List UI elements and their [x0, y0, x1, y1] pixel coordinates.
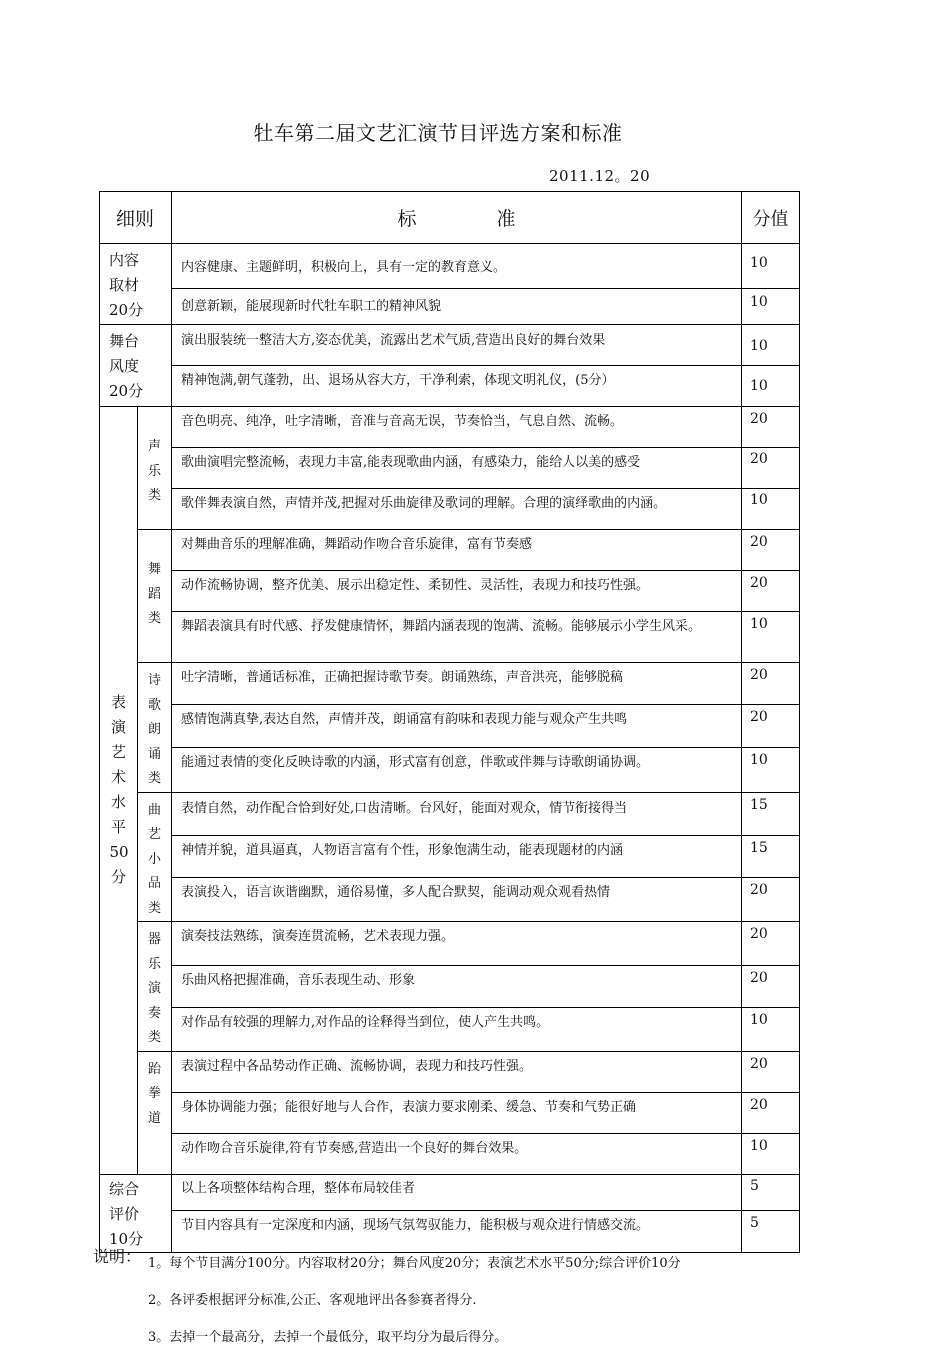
table-row — [100, 1051, 800, 1092]
criterion: 身体协调能力强；能很好地与人合作，表演力要求刚柔、缓急、节奏和气势正确 — [172, 1092, 742, 1133]
criterion: 表演投入，语言诙谐幽默，通俗易懂，多人配合默契，能调动观众观看热情 — [172, 878, 742, 922]
table-row — [100, 965, 800, 1007]
score-value: 10 — [742, 325, 800, 366]
score-value: 20 — [742, 448, 800, 489]
score-value: 10 — [742, 747, 800, 792]
score-value: 20 — [742, 530, 800, 571]
table-row — [100, 407, 800, 448]
score-value: 20 — [742, 407, 800, 448]
notes-label: 说明： — [93, 1247, 142, 1266]
criterion: 能通过表情的变化反映诗歌的内涵，形式富有创意，伴歌或伴舞与诗歌朗诵协调。 — [172, 747, 742, 792]
score-value: 10 — [742, 1133, 800, 1174]
table-row — [100, 289, 800, 325]
criterion: 节目内容具有一定深度和内涵，现场气氛驾驭能力，能积极与观众进行情感交流。 — [172, 1210, 742, 1252]
table-row — [100, 612, 800, 663]
note-item: 2。各评委根据评分标准,公正、客观地评出各参赛者得分. — [148, 1293, 477, 1308]
table-row — [100, 836, 800, 878]
table-row — [100, 747, 800, 792]
table-row — [100, 530, 800, 571]
criterion: 音色明亮、纯净，吐字清晰，音准与音高无误，节奏恰当，气息自然、流畅。 — [172, 407, 742, 448]
criterion: 吐字清晰，普通话标准，正确把握诗歌节奏。朗诵熟练，声音洪亮，能够脱稿 — [172, 663, 742, 705]
header-rule: 细则 — [100, 192, 172, 244]
score-value: 5 — [742, 1210, 800, 1252]
score-value: 20 — [742, 705, 800, 747]
score-value: 10 — [742, 612, 800, 663]
score-value: 20 — [742, 1051, 800, 1092]
score-value: 20 — [742, 878, 800, 922]
table-row — [100, 244, 800, 289]
category-content: 内容取材20分 — [100, 244, 172, 325]
note-item: 1。每个节目满分100分。内容取材20分；舞台风度20分；表演艺术水平50分;综合评价10分 — [148, 1256, 681, 1271]
table-header-row — [100, 192, 800, 244]
table-row — [100, 1133, 800, 1174]
table-row — [100, 792, 800, 836]
subcategory-dance: 舞蹈类 — [138, 530, 172, 663]
score-value: 20 — [742, 922, 800, 966]
table-row — [100, 1007, 800, 1051]
score-value: 10 — [742, 366, 800, 407]
score-value: 20 — [742, 663, 800, 705]
table-row — [100, 663, 800, 705]
category-overall: 综合评价10分 — [100, 1174, 172, 1252]
subcategory-taekwondo: 跆拳道 — [138, 1051, 172, 1174]
header-score: 分值 — [742, 192, 800, 244]
criteria-table — [99, 191, 800, 1253]
header-standard: 标 准 — [172, 192, 742, 244]
subcategory-vocal: 声乐类 — [138, 407, 172, 530]
score-value: 10 — [742, 244, 800, 289]
criterion: 内容健康、主题鲜明，积极向上，具有一定的教育意义。 — [172, 244, 742, 289]
criterion: 表情自然，动作配合恰到好处,口齿清晰。台风好，能面对观众，情节衔接得当 — [172, 792, 742, 836]
table-row — [100, 571, 800, 612]
table-row — [100, 878, 800, 922]
category-stage: 舞台风度20分 — [100, 325, 172, 407]
subcategory-poetry: 诗歌朗诵类 — [138, 663, 172, 793]
table-row — [100, 325, 800, 366]
score-value: 15 — [742, 792, 800, 836]
criterion: 对舞曲音乐的理解准确，舞蹈动作吻合音乐旋律，富有节奏感 — [172, 530, 742, 571]
criterion: 乐曲风格把握准确，音乐表现生动、形象 — [172, 965, 742, 1007]
category-performance: 表演艺术水平50分 — [100, 407, 138, 1175]
table-row — [100, 922, 800, 966]
criterion: 创意新颖，能展现新时代牡车职工的精神风貌 — [172, 289, 742, 325]
score-value: 10 — [742, 489, 800, 530]
score-value: 20 — [742, 1092, 800, 1133]
page-title: 牡车第二届文艺汇演节目评选方案和标准 — [253, 121, 623, 145]
table-row — [100, 705, 800, 747]
criterion: 表演过程中各品势动作正确、流畅协调，表现力和技巧性强。 — [172, 1051, 742, 1092]
score-value: 10 — [742, 1007, 800, 1051]
score-value: 20 — [742, 571, 800, 612]
table-row — [100, 1092, 800, 1133]
criterion: 演出服装统一整洁大方,姿态优美，流露出艺术气质,营造出良好的舞台效果 — [172, 325, 742, 366]
score-value: 15 — [742, 836, 800, 878]
table-row — [100, 1174, 800, 1210]
criterion: 动作流畅协调，整齐优美、展示出稳定性、柔韧性、灵活性，表现力和技巧性强。 — [172, 571, 742, 612]
document-date: 2011.12。20 — [549, 167, 651, 185]
table-row — [100, 366, 800, 407]
table-row — [100, 448, 800, 489]
table-row — [100, 489, 800, 530]
note-item: 3。去掉一个最高分，去掉一个最低分，取平均分为最后得分。 — [148, 1330, 508, 1345]
subcategory-skit: 曲艺小品类 — [138, 792, 172, 922]
criterion: 感情饱满真挚,表达自然，声情并茂，朗诵富有韵味和表现力能与观众产生共鸣 — [172, 705, 742, 747]
score-value: 20 — [742, 965, 800, 1007]
score-value: 10 — [742, 289, 800, 325]
criterion: 精神饱满,朝气蓬勃，出、退场从容大方，干净利索，体现文明礼仪，(5分） — [172, 366, 742, 407]
criterion: 演奏技法熟练，演奏连贯流畅，艺术表现力强。 — [172, 922, 742, 966]
criterion: 舞蹈表演具有时代感、抒发健康情怀，舞蹈内涵表现的饱满、流畅。能够展示小学生风采。 — [172, 612, 742, 663]
score-value: 5 — [742, 1174, 800, 1210]
criterion: 神情并貌，道具逼真，人物语言富有个性，形象饱满生动，能表现题材的内涵 — [172, 836, 742, 878]
criterion: 歌伴舞表演自然，声情并茂,把握对乐曲旋律及歌词的理解。合理的演绎歌曲的内涵。 — [172, 489, 742, 530]
criterion: 对作品有较强的理解力,对作品的诠释得当到位，使人产生共鸣。 — [172, 1007, 742, 1051]
subcategory-instrumental: 器乐演奏类 — [138, 922, 172, 1052]
criterion: 动作吻合音乐旋律,符有节奏感,营造出一个良好的舞台效果。 — [172, 1133, 742, 1174]
criterion: 以上各项整体结构合理，整体布局较佳者 — [172, 1174, 742, 1210]
criterion: 歌曲演唱完整流畅，表现力丰富,能表现歌曲内涵，有感染力，能给人以美的感受 — [172, 448, 742, 489]
table-row — [100, 1210, 800, 1252]
